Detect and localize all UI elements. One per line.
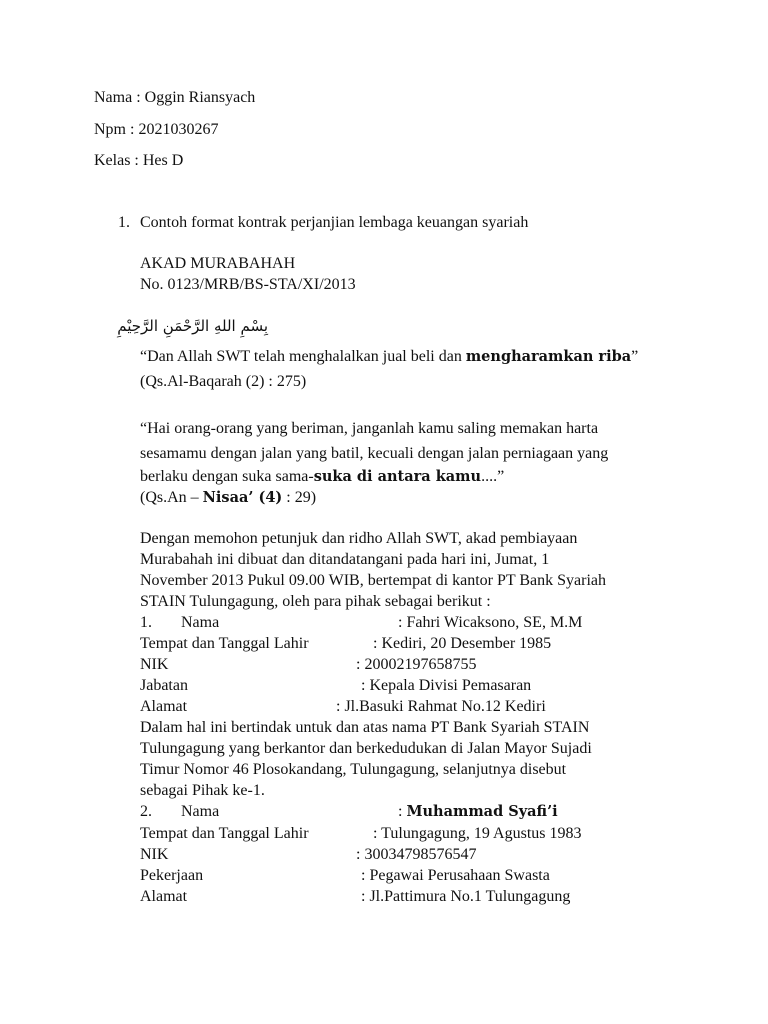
party-2-pekerjaan-label: Pekerjaan: [140, 867, 204, 884]
party-2-pekerjaan-value: : Pegawai Perusahaan Swasta: [361, 867, 550, 884]
party-1-desc-line-1: Dalam hal ini bertindak untuk dan atas nama PT Bank Syariah STAIN: [140, 719, 590, 736]
verse-2-line-3: berlaku dengan suka sama-suka di antara kamu....”: [140, 468, 505, 485]
party-2-alamat-value: : Jl.Pattimura No.1 Tulungagung: [361, 888, 571, 905]
party-1-jabatan-label: Jabatan: [140, 677, 188, 694]
party-1-nik-value: : 20002197658755: [356, 656, 477, 673]
party-1-desc-line-3: Timur Nomor 46 Plosokandang, Tulungagung, selanjutnya disebut: [140, 761, 567, 778]
party-1-alamat-value: : Jl.Basuki Rahmat No.12 Kediri: [336, 698, 546, 715]
bismillah-text: بِسْمِ اللهِ الرَّحْمَنِ الرَّحِيْمِ: [117, 317, 268, 335]
verse-1-reference: (Qs.Al-Baqarah (2) : 275): [140, 373, 307, 390]
party-1-nama-value: : Fahri Wicaksono, SE, M.M: [398, 614, 583, 631]
party-2-ttl-label: Tempat dan Tanggal Lahir: [140, 825, 309, 842]
party-2-nik-label: NIK: [140, 846, 169, 863]
party-1-desc-line-4: sebagai Pihak ke-1.: [140, 782, 265, 799]
party-1-ttl-label: Tempat dan Tanggal Lahir: [140, 635, 309, 652]
party-2-nama-value: : Muhammad Syafi’i: [398, 803, 558, 820]
party-2-nik-value: : 30034798576547: [356, 846, 477, 863]
verse-2-reference: (Qs.An – Nisaa’ (4) : 29): [140, 489, 317, 506]
student-npm: Npm : 2021030267: [94, 121, 219, 138]
list-number: 1.: [118, 214, 130, 231]
student-class: Kelas : Hes D: [94, 152, 184, 169]
party-1-ttl-value: : Kediri, 20 Desember 1985: [373, 635, 552, 652]
verse-2-line-1: “Hai orang-orang yang beriman, janganlah kamu saling memakan harta: [140, 420, 599, 437]
item-heading: Contoh format kontrak perjanjian lembaga keuangan syariah: [140, 214, 529, 231]
intro-line-4: STAIN Tulungagung, oleh para pihak sebagai berikut :: [140, 593, 491, 610]
akad-number: No. 0123/MRB/BS-STA/XI/2013: [140, 276, 356, 293]
party-2-ttl-value: : Tulungagung, 19 Agustus 1983: [373, 825, 582, 842]
party-1-number: 1.: [140, 614, 152, 631]
party-2-number: 2.: [140, 803, 152, 820]
intro-line-1: Dengan memohon petunjuk dan ridho Allah SWT, akad pembiayaan: [140, 530, 578, 547]
student-name: Nama : Oggin Riansyach: [94, 89, 256, 106]
party-1-nik-label: NIK: [140, 656, 169, 673]
akad-title: AKAD MURABAHAH: [140, 255, 296, 272]
verse-1-line: “Dan Allah SWT telah menghalalkan jual beli dan mengharamkan riba”: [140, 348, 639, 365]
party-1-nama-label: Nama: [181, 614, 220, 631]
party-1-desc-line-2: Tulungagung yang berkantor dan berkedudukan di Jalan Mayor Sujadi: [140, 740, 592, 757]
party-2-alamat-label: Alamat: [140, 888, 188, 905]
intro-line-2: Murabahah ini dibuat dan ditandatangani pada hari ini, Jumat, 1: [140, 551, 550, 568]
party-2-nama-label: Nama: [181, 803, 220, 820]
party-1-jabatan-value: : Kepala Divisi Pemasaran: [361, 677, 532, 694]
intro-line-3: November 2013 Pukul 09.00 WIB, bertempat di kantor PT Bank Syariah: [140, 572, 607, 589]
party-1-alamat-label: Alamat: [140, 698, 188, 715]
verse-2-line-2: sesamamu dengan jalan yang batil, kecuali dengan jalan perniagaan yang: [140, 445, 609, 462]
